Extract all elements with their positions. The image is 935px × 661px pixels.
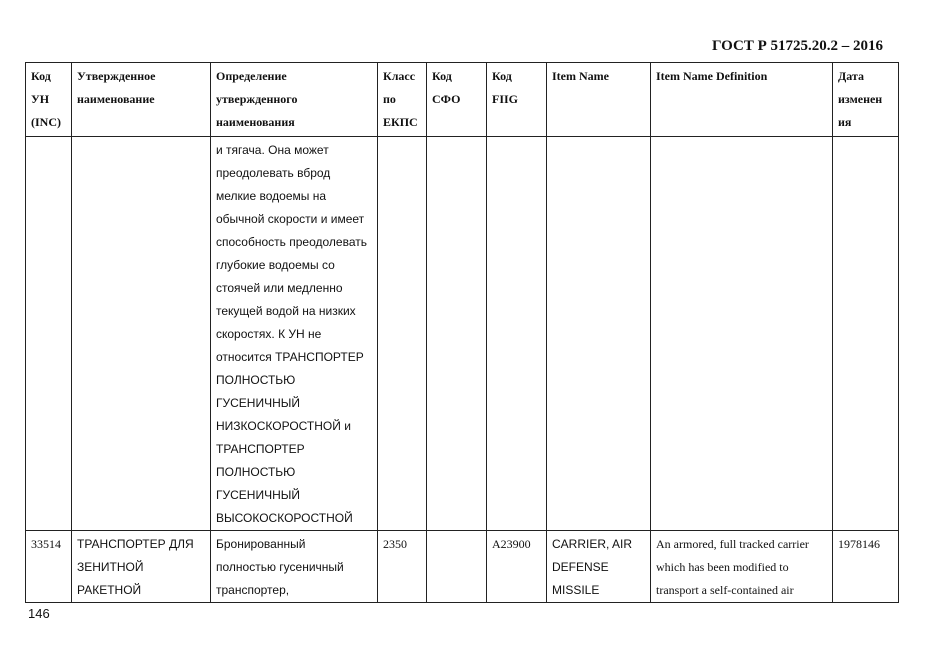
cell-inc-empty — [26, 137, 72, 531]
text-line: способность преодолевать — [216, 235, 367, 249]
header-line: утвержденного — [216, 92, 298, 106]
text-line: полностью гусеничный — [216, 560, 344, 574]
text-line: which has been modified to — [656, 560, 789, 574]
header-line: Определение — [216, 69, 287, 83]
header-line: ЕКПС — [383, 115, 418, 129]
text-line: НИЗКОСКОРОСТНОЙ и — [216, 419, 351, 433]
header-line: наименование — [77, 92, 155, 106]
text-line: ВЫСОКОСКОРОСТНОЙ — [216, 511, 353, 525]
cell-sfo-empty — [427, 137, 487, 531]
text-line: глубокие водоемы со — [216, 258, 335, 272]
table-row — [26, 531, 899, 603]
text-line: transport a self-contained air — [656, 583, 794, 597]
header-line: наименования — [216, 115, 295, 129]
text-line: стоячей или медленно — [216, 281, 343, 295]
header-line: Дата — [838, 69, 864, 83]
cell-inc: 33514 — [26, 531, 72, 603]
column-header-item-name-definition — [651, 63, 833, 137]
cell-class: 2350 — [378, 531, 427, 603]
text-line: ПОЛНОСТЬЮ — [216, 373, 296, 387]
cell-class-empty — [378, 137, 427, 531]
cell-item-def-empty — [651, 137, 833, 531]
column-header-sfo — [427, 63, 487, 137]
text-line: ТРАНСПОРТЕР — [216, 442, 305, 456]
text-line: ПОЛНОСТЬЮ — [216, 465, 296, 479]
table-header-row — [26, 63, 899, 137]
text-line: An armored, full tracked carrier — [656, 537, 809, 551]
cell-item-name-empty — [547, 137, 651, 531]
text-line: ТРАНСПОРТЕР ДЛЯ — [77, 537, 194, 551]
header-line: Код — [31, 69, 51, 83]
text-line: Бронированный — [216, 537, 306, 551]
header-line: ия — [838, 115, 852, 129]
header-line: (INC) — [31, 115, 61, 129]
page-number: 146 — [28, 606, 50, 621]
text-line: ЗЕНИТНОЙ — [77, 560, 144, 574]
cell-definition — [211, 531, 378, 603]
header-line: Класс — [383, 69, 416, 83]
text-line: ГУСЕНИЧНЫЙ — [216, 488, 300, 502]
text-line: РАКЕТНОЙ — [77, 583, 142, 597]
header-line: СФО — [432, 92, 461, 106]
column-header-definition — [211, 63, 378, 137]
cell-date-empty — [833, 137, 899, 531]
text-line: обычной скорости и имеет — [216, 212, 365, 226]
column-header-class — [378, 63, 427, 137]
text-line: MISSILE — [552, 583, 600, 597]
header-line: изменен — [838, 92, 883, 106]
text-line: и тягача. Она может — [216, 143, 329, 157]
cell-fiig-empty — [487, 137, 547, 531]
cell-name-empty — [72, 137, 211, 531]
column-header-item-name — [547, 63, 651, 137]
table-row-continuation — [26, 137, 899, 531]
header-line: по — [383, 92, 396, 106]
header-line: Утвержденное — [77, 69, 156, 83]
header-line: Код — [492, 69, 512, 83]
cell-sfo — [427, 531, 487, 603]
column-header-inc — [26, 63, 72, 137]
header-line: Item Name Definition — [656, 69, 768, 83]
document-standard-title: ГОСТ Р 51725.20.2 – 2016 — [712, 38, 884, 54]
text-line: DEFENSE — [552, 560, 609, 574]
header-line: Item Name — [552, 69, 609, 83]
cell-definition-continued — [211, 137, 378, 531]
cell-item-name-definition — [651, 531, 833, 603]
text-line: скоростях. К УН не — [216, 327, 322, 341]
cell-item-name — [547, 531, 651, 603]
text-line: транспортер, — [216, 583, 290, 597]
text-line: текущей водой на низких — [216, 304, 356, 318]
header-line: Код — [432, 69, 452, 83]
header-line: УН — [31, 92, 50, 106]
header-line: FIIG — [492, 92, 519, 106]
item-name-table — [25, 62, 899, 603]
text-line: CARRIER, AIR — [552, 537, 633, 551]
text-line: мелкие водоемы на — [216, 189, 326, 203]
column-header-approved-name — [72, 63, 211, 137]
cell-fiig: A23900 — [487, 531, 547, 603]
cell-change-date: 1978146 — [833, 531, 899, 603]
column-header-fiig — [487, 63, 547, 137]
cell-approved-name — [72, 531, 211, 603]
text-line: относится ТРАНСПОРТЕР — [216, 350, 364, 364]
text-line: ГУСЕНИЧНЫЙ — [216, 396, 300, 410]
column-header-change-date — [833, 63, 899, 137]
text-line: преодолевать вброд — [216, 166, 331, 180]
